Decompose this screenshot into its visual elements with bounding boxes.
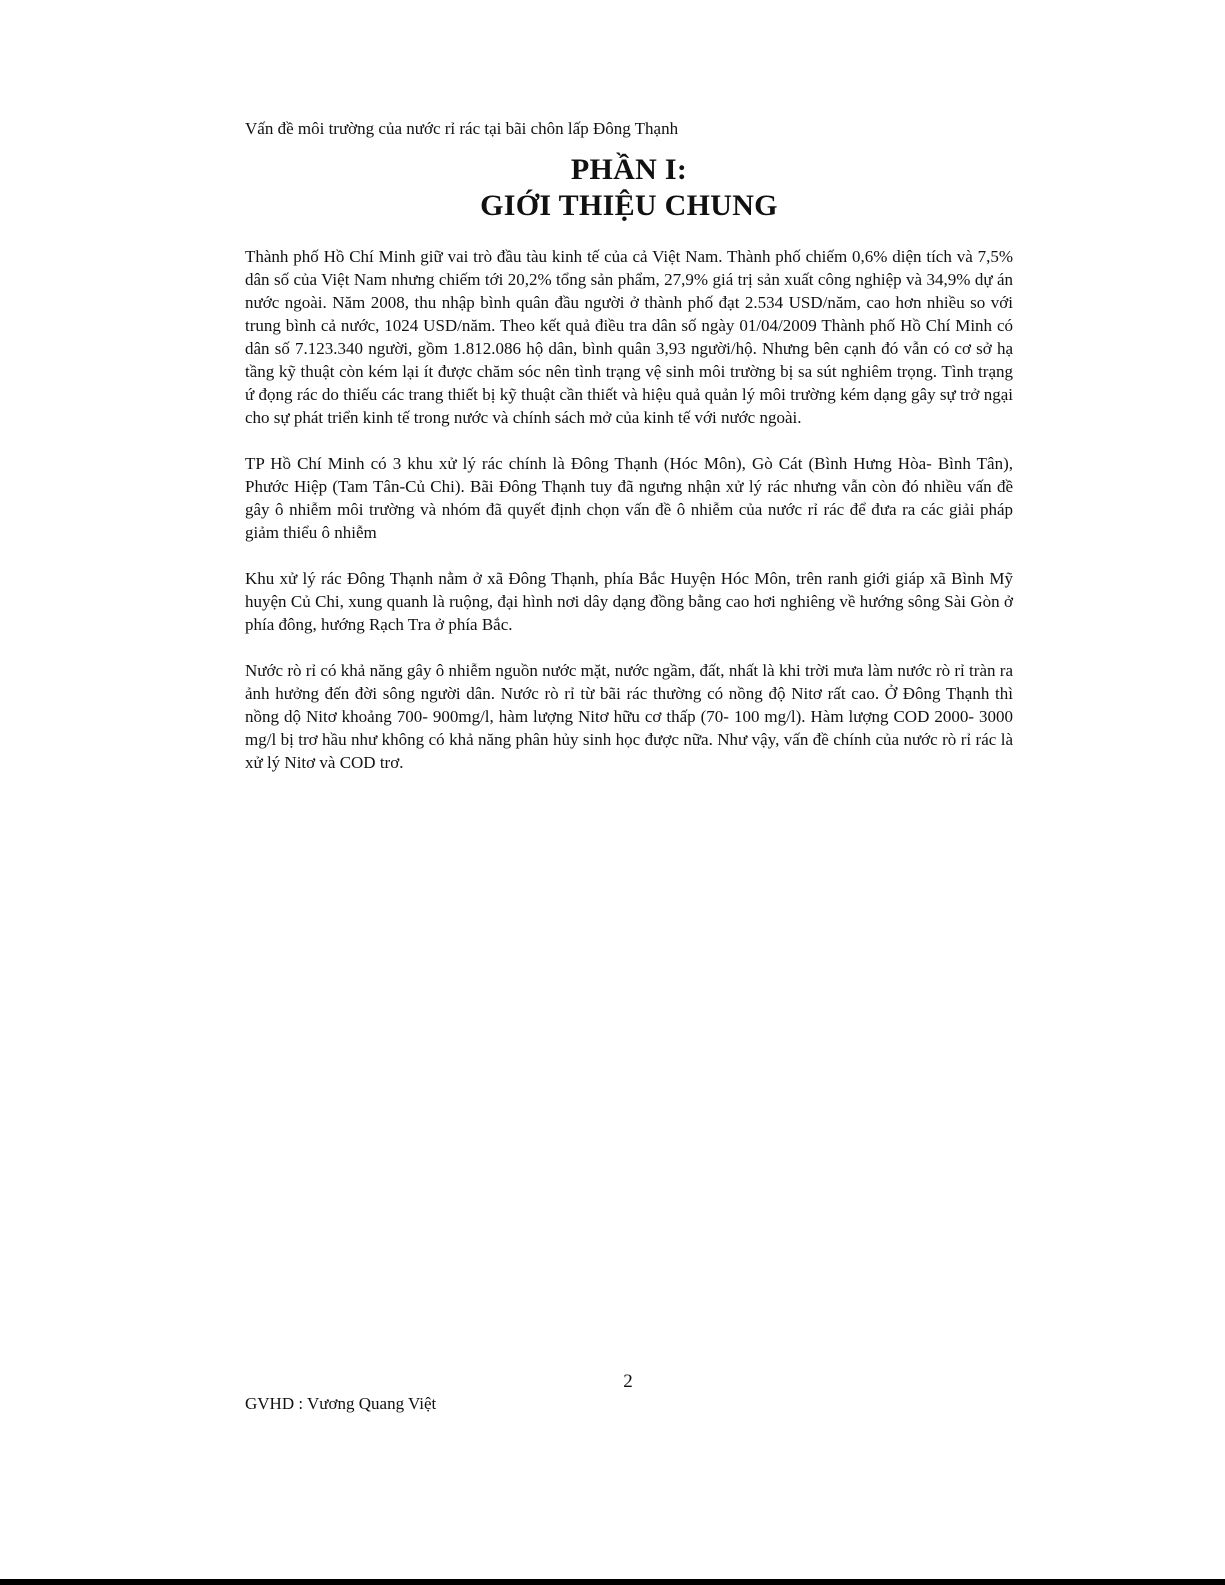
page-number: 2 — [623, 1371, 633, 1392]
section-title — [245, 152, 1013, 224]
running-header: Vấn đề môi trường của nước rỉ rác tại bãi chôn lấp Đông Thạnh — [245, 119, 679, 138]
paragraph: TP Hồ Chí Minh có 3 khu xử lý rác chính là Đông Thạnh (Hóc Môn), Gò Cát (Bình Hưng Hòa- Bình Tân), Phước Hiệp (Tam Tân-Củ Chi). Bãi Đông Thạnh tuy đã ngưng nhận xử lý rác nhưng vẫn còn đó nhiều vấn đề gây ô nhiễm môi trường và nhóm đã quyết định chọn vấn đề ô nhiễm của nước rỉ rác để đưa ra các giải pháp giảm thiểu ô nhiễm — [245, 454, 1013, 542]
paragraph: Thành phố Hồ Chí Minh giữ vai trò đầu tàu kinh tế của cả Việt Nam. Thành phố chiếm 0,6% diện tích và 7,5% dân số của Việt Nam nhưng chiếm tới 20,2% tổng sản phẩm, 27,9% giá trị sản xuất công nghiệp và 34,9% dự án nước ngoài. Năm 2008, thu nhập bình quân đầu người ở thành phố đạt 2.534 USD/năm, cao hơn nhiều so với trung bình cả nước, 1024 USD/năm. Theo kết quả điều tra dân số ngày 01/04/2009 Thành phố Hồ Chí Minh có dân số 7.123.340 người, gồm 1.812.086 hộ dân, bình quân 3,93 người/hộ. Nhưng bên cạnh đó vẫn có cơ sở hạ tầng kỹ thuật còn kém lại ít được chăm sóc nên tình trạng vệ sinh môi trường bị sa sút nghiêm trọng. Tình trạng ứ đọng rác do thiếu các trang thiết bị kỹ thuật cần thiết và hiệu quả quản lý môi trường kém dạng gây sự trở ngại cho sự phát triển kinh tế trong nước và chính sách mở của kinh tế với nước ngoài. — [245, 247, 1013, 427]
paragraph: Khu xử lý rác Đông Thạnh nằm ở xã Đông Thạnh, phía Bắc Huyện Hóc Môn, trên ranh giới giáp xã Bình Mỹ huyện Củ Chi, xung quanh là ruộng, đại hình nơi dây dạng đồng bằng cao hơi nghiêng về hướng sông Sài Gòn ở phía đông, hướng Rạch Tra ở phía Bắc. — [245, 569, 1013, 634]
footer-advisor: GVHD : Vương Quang Việt — [245, 1394, 437, 1413]
section-title-part: PHẦN I: — [570, 153, 688, 186]
bottom-border — [0, 1579, 1225, 1585]
section-title-heading: GIỚI THIỆU CHUNG — [480, 189, 778, 222]
paragraph: Nước rò rỉ có khả năng gây ô nhiễm nguồn nước mặt, nước ngầm, đất, nhất là khi trời mưa làm nước rò rỉ tràn ra ảnh hưởng đến đời sông người dân. Nước rò rỉ từ bãi rác thường có nồng độ Nitơ rất cao. Ở Đông Thạnh thì nồng dộ Nitơ khoảng 700- 900mg/l, hàm lượng Nitơ hữu cơ thấp (70- 100 mg/l). Hàm lượng COD 2000- 3000 mg/l bị trơ hầu như không có khả năng phân hủy sinh học được nữa. Như vậy, vấn đề chính của nước rò rỉ rác là xử lý Nitơ và COD trơ. — [245, 661, 1013, 772]
body-text — [245, 245, 1013, 797]
